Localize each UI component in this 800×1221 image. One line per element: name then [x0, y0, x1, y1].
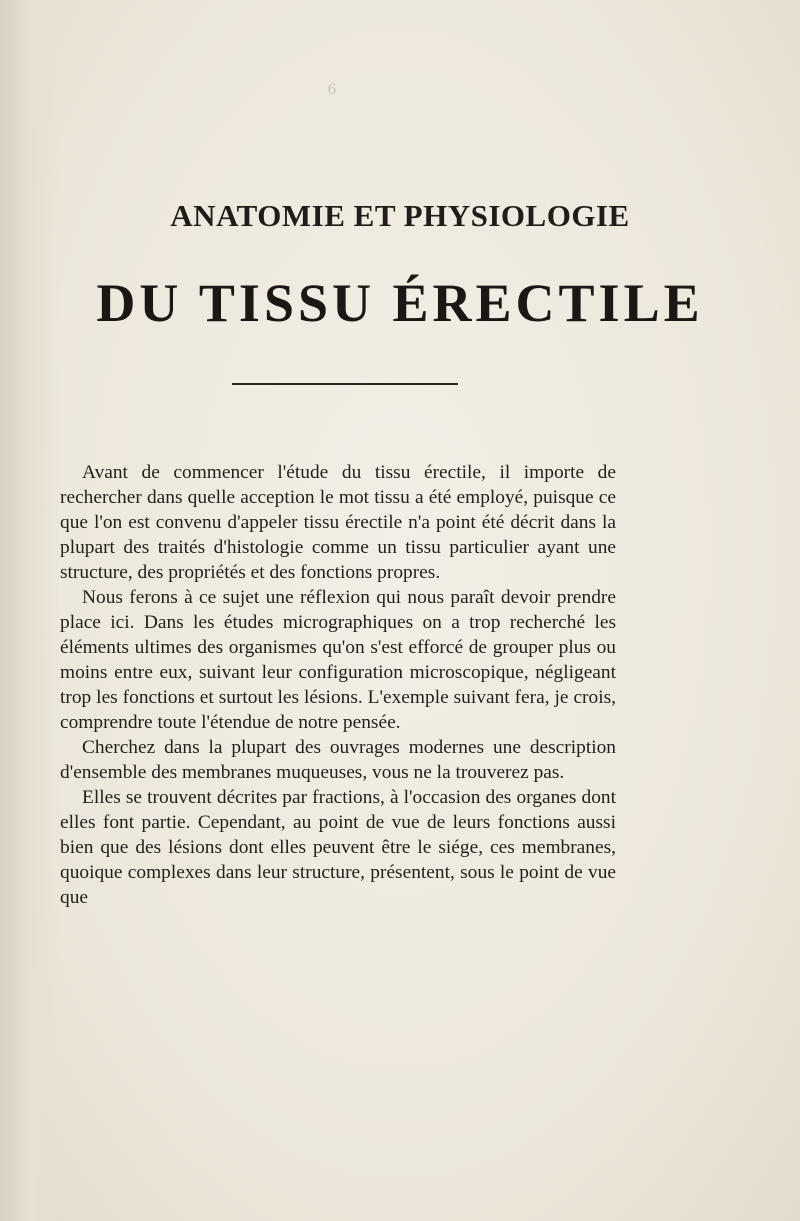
paragraph: Elles se trouvent décrites par fractions, à l'occasion des organes dont elles font partie. Cependant, au point de vue de leurs fonctions aussi bien que des lésions dont elles peuvent être le siége, ces membranes, quoique complexes dans leur structure, présentent, sous le point de vue que — [60, 787, 616, 908]
page-gutter-shadow — [0, 0, 60, 1221]
paragraph: Avant de commencer l'étude du tissu érectile, il importe de rechercher dans quelle acception le mot tissu a été employé, puisque ce que l'on est convenu d'appeler tissu érectile n'a point été décrit dans la plupart des traités d'histologie comme un tissu particulier ayant une structure, des propriétés et des fonctions propres. — [60, 462, 616, 583]
paragraph: Nous ferons à ce sujet une réflexion qui nous paraît devoir prendre place ici. Dans les études micrographiques on a trop recherché les éléments ultimes des organismes qu'on s'est efforcé de grouper plus ou moins entre eux, suivant leur configuration microscopique, négligeant trop les fonctions et surtout les lésions. L'exemple suivant fera, je crois, comprendre toute l'étendue de notre pensée. — [60, 587, 616, 733]
body-text — [60, 460, 616, 910]
heading-divider — [232, 383, 458, 385]
paragraph: Cherchez dans la plupart des ouvrages modernes une description d'ensemble des membranes muqueuses, vous ne la trouverez pas. — [60, 737, 616, 783]
chapter-heading-2: DU TISSU ÉRECTILE — [96, 273, 704, 333]
chapter-heading-1: ANATOMIE ET PHYSIOLOGIE — [170, 198, 630, 233]
page-number: 6 — [327, 82, 337, 98]
